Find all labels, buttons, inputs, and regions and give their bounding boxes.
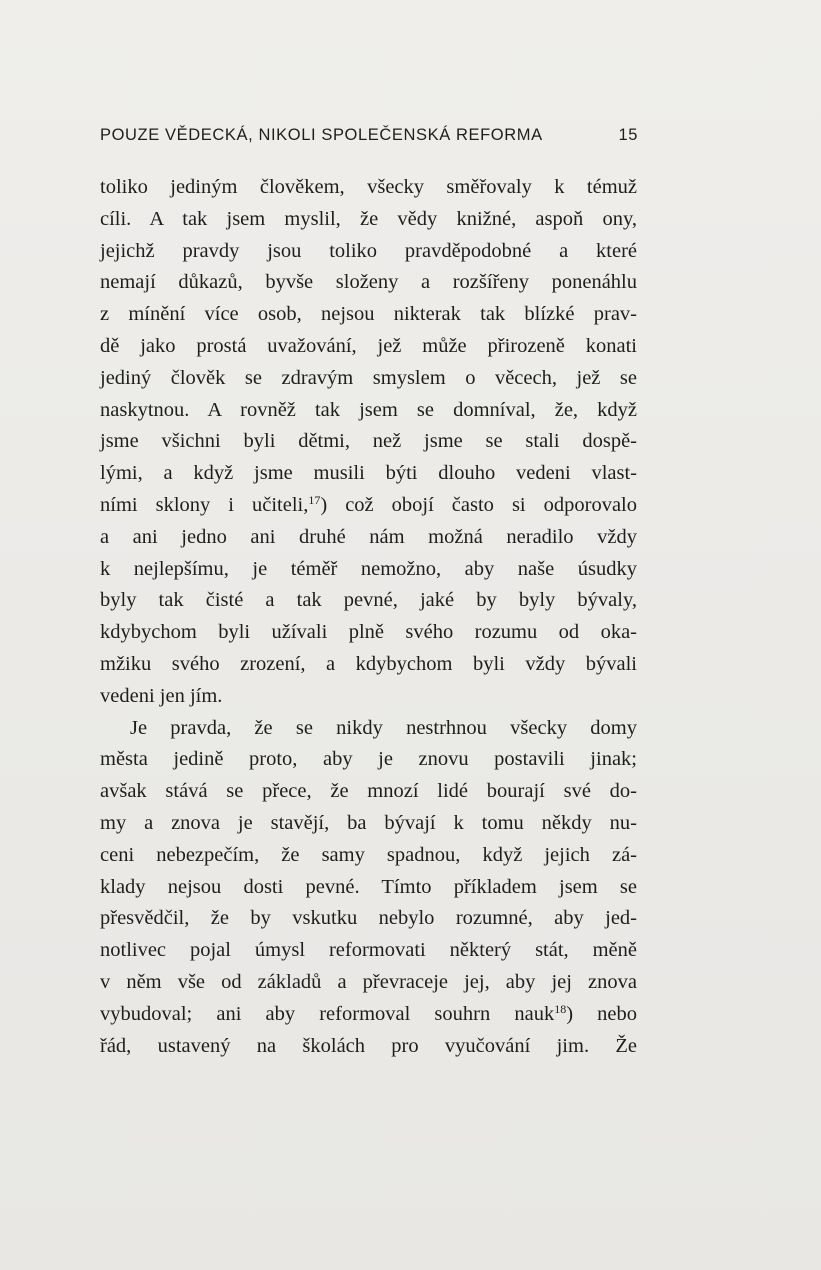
text-line: Je pravda, že se nikdy nestrhnou všecky domy — [130, 716, 637, 739]
text-line: z mínění více osob, nejsou nikterak tak blízké prav- — [100, 303, 637, 326]
text-line: cíli. A tak jsem myslil, že vědy knižné, aspoň ony, — [100, 207, 637, 230]
text-line: mžiku svého zrození, a kdybychom byli vždy bývali — [100, 652, 637, 675]
footnote-marker: 17 — [308, 492, 321, 507]
line-text: ními sklony i učiteli, — [100, 493, 309, 516]
text-line: v něm vše od základů a převraceje jej, aby jej znova — [100, 970, 637, 993]
text-line: města jedině proto, aby je znovu postavili jinak; — [100, 748, 637, 771]
text-line: nemají důkazů, byvše složeny a rozšířeny ponenáhlu — [100, 271, 637, 294]
running-head — [100, 126, 638, 145]
text-line-with-footnote — [100, 490, 637, 522]
text-line: ceni nebezpečím, že samy spadnou, když jejich zá- — [100, 843, 637, 866]
text-line: toliko jediným člověkem, všecky směřovaly k témuž — [100, 176, 637, 198]
text-line: vedeni jen jím. — [100, 684, 223, 707]
text-line: avšak stává se přece, že mnozí lidé bourají své do- — [100, 780, 637, 803]
text-line: jsme všichni byli dětmi, než jsme se stali dospě- — [100, 430, 637, 453]
running-head-title: POUZE VĚDECKÁ, NIKOLI SPOLEČENSKÁ REFORMA — [100, 126, 543, 144]
text-line: naskytnou. A rovněž tak jsem se domníval, že, když — [100, 398, 637, 421]
text-line: my a znova je stavějí, ba bývají k tomu někdy nu- — [100, 811, 637, 834]
page-number: 15 — [618, 126, 638, 144]
body-text — [100, 172, 637, 1062]
text-line: kdybychom byli užívali plně svého rozumu od oka- — [100, 621, 637, 644]
text-line: byly tak čisté a tak pevné, jaké by byly bývaly, — [100, 589, 637, 612]
text-line: a ani jedno ani druhé nám možná neradilo vždy — [100, 525, 637, 548]
text-line: řád, ustavený na školách pro vyučování jim. Že — [100, 1034, 637, 1057]
line-text-after-footnote: ) což obojí často si odporovalo — [320, 493, 637, 516]
text-line: lými, a když jsme musili býti dlouho vedeni vlast- — [100, 462, 637, 485]
text-line: jediný člověk se zdravým smyslem o věcech, jež se — [100, 366, 637, 389]
text-line: k nejlepšímu, je téměř nemožno, aby naše úsudky — [100, 557, 637, 580]
line-text-after-footnote: ) nebo — [566, 1002, 637, 1025]
text-line-with-footnote — [100, 999, 637, 1031]
text-line: klady nejsou dosti pevné. Tímto příkladem jsem se — [100, 875, 637, 898]
text-line: jejichž pravdy jsou toliko pravděpodobné a které — [100, 239, 637, 262]
line-text: vybudoval; ani aby reformoval souhrn nauk — [100, 1002, 555, 1025]
text-line: přesvědčil, že by vskutku nebylo rozumné, aby jed- — [100, 907, 637, 930]
footnote-marker: 18 — [554, 1001, 567, 1016]
text-line: notlivec pojal úmysl reformovati některý stát, měně — [100, 939, 637, 962]
text-line: dě jako prostá uvažování, jež může přirozeně konati — [100, 334, 637, 357]
